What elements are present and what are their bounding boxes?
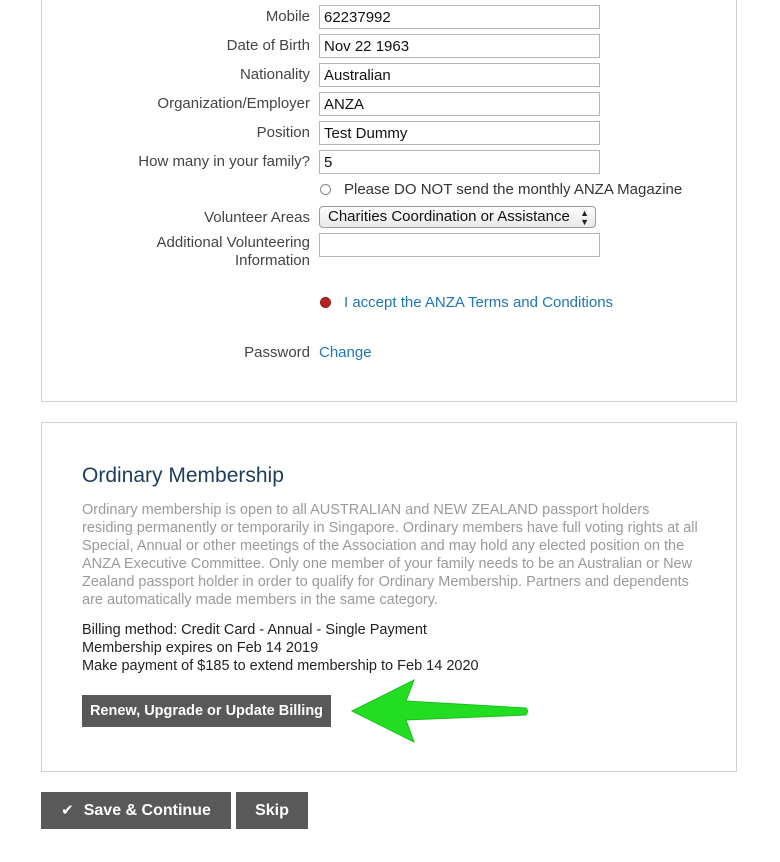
additional-volunteering-label-line2: Information bbox=[234, 252, 310, 269]
save-continue-button[interactable] bbox=[41, 792, 231, 829]
mobile-row bbox=[42, 5, 738, 29]
password-label: Password bbox=[244, 344, 310, 361]
payment-note: Make payment of $185 to extend membership to Feb 14 2020 bbox=[82, 658, 479, 674]
volunteer-areas-select[interactable] bbox=[319, 206, 596, 228]
volunteer-areas-value: Charities Coordination or Assistance bbox=[328, 208, 570, 225]
nationality-row bbox=[42, 63, 738, 87]
password-change-link[interactable]: Change bbox=[319, 344, 372, 361]
skip-button[interactable]: Skip bbox=[236, 792, 308, 829]
nationality-label: Nationality bbox=[239, 66, 310, 83]
password-row bbox=[42, 341, 738, 365]
employer-label: Organization/Employer bbox=[157, 95, 310, 112]
checkmark-icon: ✔ bbox=[61, 802, 74, 819]
family-size-label: How many in your family? bbox=[138, 153, 310, 170]
membership-title: Ordinary Membership bbox=[82, 464, 284, 487]
position-row bbox=[42, 121, 738, 145]
employer-row bbox=[42, 92, 738, 116]
magazine-opt-out-label: Please DO NOT send the monthly ANZA Magazine bbox=[344, 181, 683, 198]
renew-upgrade-button[interactable]: Renew, Upgrade or Update Billing bbox=[82, 695, 331, 727]
volunteer-areas-row bbox=[42, 206, 738, 230]
mobile-input[interactable] bbox=[319, 5, 600, 29]
position-input[interactable] bbox=[319, 121, 600, 145]
profile-form-panel bbox=[41, 0, 737, 402]
additional-volunteering-label bbox=[156, 234, 310, 269]
dob-input[interactable] bbox=[319, 34, 600, 58]
green-arrow-icon bbox=[350, 678, 530, 744]
nationality-input[interactable] bbox=[319, 63, 600, 87]
dob-label: Date of Birth bbox=[226, 37, 310, 54]
additional-volunteering-input[interactable] bbox=[319, 233, 600, 257]
employer-input[interactable] bbox=[319, 92, 600, 116]
position-label: Position bbox=[256, 124, 310, 141]
membership-description: Ordinary membership is open to all AUSTRALIAN and NEW ZEALAND passport holders residing permanently or temporarily in Singapore. Ordinary members have full voting rights at all Special, Annual or other meetings of the Association and may hold any elected position on the ANZA Executive Committee. Only one member of your family needs to be an Australian or New Zealand passport holder in order to qualify for Ordinary Membership. Partners and dependents are automatically made members in the same category. bbox=[82, 502, 698, 608]
magazine-opt-out-radio[interactable] bbox=[320, 184, 331, 195]
volunteer-areas-label: Volunteer Areas bbox=[204, 209, 310, 226]
membership-expiry: Membership expires on Feb 14 2019 bbox=[82, 640, 319, 656]
dob-row bbox=[42, 34, 738, 58]
additional-volunteering-label-line1: Additional Volunteering bbox=[156, 234, 310, 251]
terms-link[interactable]: I accept the ANZA Terms and Conditions bbox=[344, 294, 614, 311]
billing-method: Billing method: Credit Card - Annual - Single Payment bbox=[82, 622, 427, 638]
mobile-label: Mobile bbox=[265, 8, 310, 25]
family-size-row bbox=[42, 150, 738, 174]
updown-arrows-icon: ▲ ▼ bbox=[580, 208, 589, 227]
save-continue-label: Save & Continue bbox=[83, 802, 211, 819]
terms-radio[interactable] bbox=[320, 297, 331, 308]
additional-volunteering-row bbox=[42, 233, 738, 269]
family-size-input[interactable] bbox=[319, 150, 600, 174]
